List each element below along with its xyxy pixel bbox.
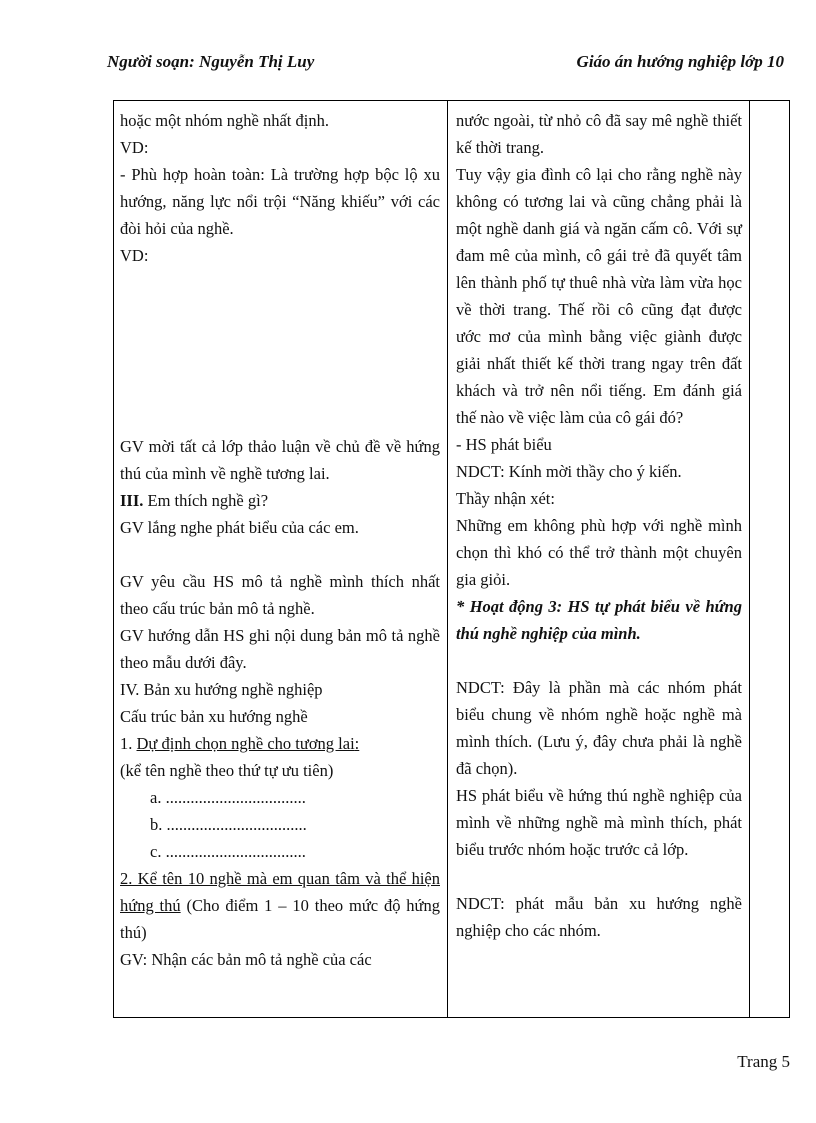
blank-space bbox=[120, 541, 440, 568]
text-paragraph: GV mời tất cả lớp thảo luận về chủ đề về hứng thú của mình về nghề tương lai. bbox=[120, 437, 440, 483]
fill-line: c. .................................. bbox=[150, 842, 306, 861]
text-line: - HS phát biểu bbox=[456, 435, 552, 454]
text-paragraph: HS phát biểu về hứng thú nghề nghiệp của mình về những nghề mà mình thích, phát biểu trước nhóm hoặc trước cả lớp. bbox=[456, 786, 742, 859]
section-heading: IV. Bản xu hướng nghề nghiệp bbox=[120, 680, 323, 699]
header-title: Giáo án hướng nghiệp lớp 10 bbox=[576, 52, 784, 71]
fill-line: b. .................................. bbox=[150, 815, 307, 834]
section-number: III. bbox=[120, 491, 144, 510]
fill-line: a. .................................. bbox=[150, 788, 306, 807]
text-line: VD: bbox=[120, 246, 149, 265]
left-column bbox=[120, 107, 440, 973]
item-note: (Cho điểm 1 – 10 theo mức độ hứng thú) bbox=[120, 896, 440, 942]
column-divider bbox=[447, 101, 448, 1017]
item-text: Dự định chọn nghề cho tương lai bbox=[136, 734, 355, 753]
blank-space bbox=[120, 269, 440, 433]
item-number: 1. bbox=[120, 734, 137, 753]
item-text: 2. Kể tên 10 nghề mà em quan tâm và thể hiện hứng thú bbox=[120, 869, 440, 915]
blank-space bbox=[456, 647, 742, 674]
text-paragraph: - Phù hợp hoàn toàn: Là trường hợp bộc lộ xu hướng, năng lực nổi trội “Năng khiếu” với các đòi hỏi của nghề. bbox=[120, 165, 440, 238]
subheading: Cấu trúc bản xu hướng nghề bbox=[120, 707, 308, 726]
text-paragraph: GV hướng dẫn HS ghi nội dung bản mô tả nghề theo mẫu dưới đây. bbox=[120, 626, 440, 672]
text-line: GV lắng nghe phát biểu của các em. bbox=[120, 518, 359, 537]
text-paragraph: nước ngoài, từ nhỏ cô đã say mê nghề thiết kế thời trang. bbox=[456, 111, 742, 157]
activity-heading: * Hoạt động 3: HS tự phát biểu về hứng thú nghề nghiệp của mình. bbox=[456, 597, 742, 643]
text-line: Thầy nhận xét: bbox=[456, 489, 555, 508]
text-paragraph: NDCT: phát mẫu bản xu hướng nghề nghiệp cho các nhóm. bbox=[456, 894, 742, 940]
section-heading bbox=[120, 487, 440, 514]
text-line: NDCT: Kính mời thầy cho ý kiến. bbox=[456, 462, 682, 481]
header-author: Người soạn: Nguyễn Thị Luy bbox=[107, 52, 315, 71]
text-line: (kể tên nghề theo thứ tự ưu tiên) bbox=[120, 761, 334, 780]
text-line: GV: Nhận các bản mô tả nghề của các bbox=[120, 950, 372, 969]
text-paragraph: NDCT: Đây là phần mà các nhóm phát biểu chung về nhóm nghề hoặc nghề mà mình thích. (Lưu ý, đây chưa phải là nghề đã chọn). bbox=[456, 678, 742, 778]
column-divider bbox=[749, 101, 750, 1017]
middle-column bbox=[456, 107, 742, 944]
section-title: Em thích nghề gì? bbox=[143, 491, 269, 510]
page-number: Trang 5 bbox=[737, 1052, 790, 1071]
lesson-table bbox=[113, 100, 790, 1018]
text-paragraph: Tuy vậy gia đình cô lại cho rằng nghề này không có tương lai và cũng chẳng phải là một nghề danh giá và ngăn cấm cô. Với sự đam mê của mình, cô gái trẻ đã quyết tâm lên thành phố tự thuê nhà vừa làm vừa học về thời trang. Thế rồi cô cũng đạt được ước mơ của mình bằng việc giành được giải nhất thiết kế thời trang ngay trên đất khách và trở nên nổi tiếng. Em đánh giá thế nào về việc làm của cô gái đó? bbox=[456, 165, 742, 427]
item-colon: : bbox=[354, 734, 360, 753]
numbered-item bbox=[120, 865, 440, 946]
blank-space bbox=[456, 863, 742, 890]
text-paragraph: GV yêu cầu HS mô tả nghề mình thích nhất theo cấu trúc bản mô tả nghề. bbox=[120, 572, 440, 618]
numbered-item bbox=[120, 730, 440, 757]
text-line: hoặc một nhóm nghề nhất định. bbox=[120, 111, 329, 130]
text-paragraph: Những em không phù hợp với nghề mình chọn thì khó có thể trở thành một chuyên gia giỏi. bbox=[456, 516, 742, 589]
text-line: VD: bbox=[120, 138, 149, 157]
